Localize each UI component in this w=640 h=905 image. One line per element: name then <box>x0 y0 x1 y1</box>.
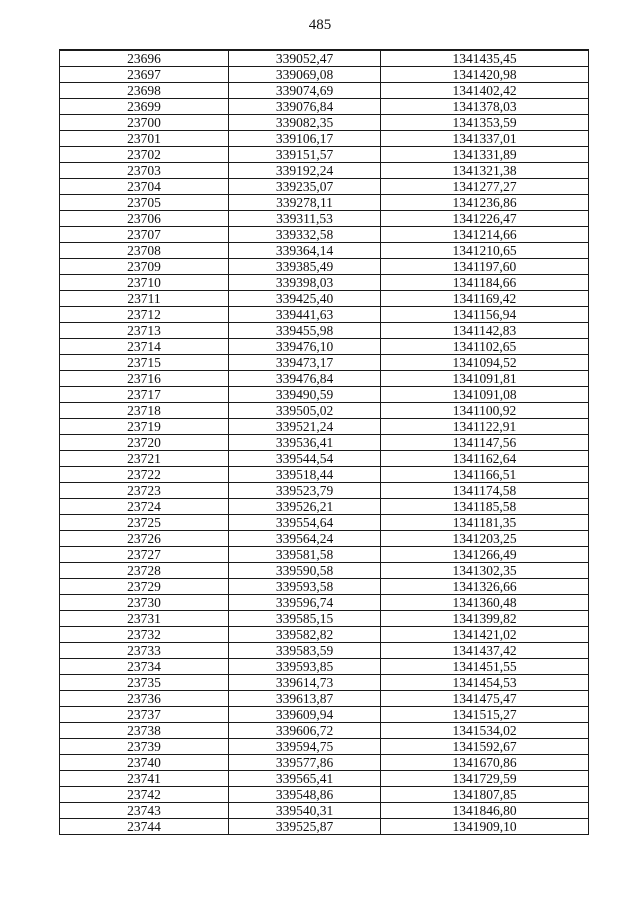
y-coordinate-cell: 1341181,35 <box>381 515 589 531</box>
y-coordinate-cell: 1341236,86 <box>381 195 589 211</box>
y-coordinate-cell: 1341214,66 <box>381 227 589 243</box>
table-row <box>60 291 589 307</box>
table-row <box>60 515 589 531</box>
table-row <box>60 435 589 451</box>
y-coordinate-cell: 1341321,38 <box>381 163 589 179</box>
table-row <box>60 755 589 771</box>
x-coordinate-cell: 339606,72 <box>229 723 381 739</box>
x-coordinate-cell: 339151,57 <box>229 147 381 163</box>
y-coordinate-cell: 1341203,25 <box>381 531 589 547</box>
table-row <box>60 531 589 547</box>
point-number-cell: 23716 <box>60 371 229 387</box>
point-number-cell: 23744 <box>60 819 229 835</box>
y-coordinate-cell: 1341102,65 <box>381 339 589 355</box>
table-row <box>60 211 589 227</box>
y-coordinate-cell: 1341326,66 <box>381 579 589 595</box>
y-coordinate-cell: 1341353,59 <box>381 115 589 131</box>
y-coordinate-cell: 1341670,86 <box>381 755 589 771</box>
y-coordinate-cell: 1341515,27 <box>381 707 589 723</box>
point-number-cell: 23720 <box>60 435 229 451</box>
x-coordinate-cell: 339082,35 <box>229 115 381 131</box>
point-number-cell: 23741 <box>60 771 229 787</box>
point-number-cell: 23702 <box>60 147 229 163</box>
y-coordinate-cell: 1341091,81 <box>381 371 589 387</box>
x-coordinate-cell: 339425,40 <box>229 291 381 307</box>
y-coordinate-cell: 1341266,49 <box>381 547 589 563</box>
point-number-cell: 23743 <box>60 803 229 819</box>
y-coordinate-cell: 1341729,59 <box>381 771 589 787</box>
y-coordinate-cell: 1341475,47 <box>381 691 589 707</box>
point-number-cell: 23722 <box>60 467 229 483</box>
x-coordinate-cell: 339544,54 <box>229 451 381 467</box>
y-coordinate-cell: 1341435,45 <box>381 50 589 67</box>
point-number-cell: 23713 <box>60 323 229 339</box>
point-number-cell: 23696 <box>60 50 229 67</box>
table-row <box>60 323 589 339</box>
table-row <box>60 659 589 675</box>
y-coordinate-cell: 1341169,42 <box>381 291 589 307</box>
point-number-cell: 23737 <box>60 707 229 723</box>
table-row <box>60 243 589 259</box>
y-coordinate-cell: 1341302,35 <box>381 563 589 579</box>
y-coordinate-cell: 1341147,56 <box>381 435 589 451</box>
y-coordinate-cell: 1341184,66 <box>381 275 589 291</box>
x-coordinate-cell: 339525,87 <box>229 819 381 835</box>
table-row <box>60 595 589 611</box>
y-coordinate-cell: 1341122,91 <box>381 419 589 435</box>
x-coordinate-cell: 339609,94 <box>229 707 381 723</box>
x-coordinate-cell: 339106,17 <box>229 131 381 147</box>
y-coordinate-cell: 1341909,10 <box>381 819 589 835</box>
table-row <box>60 627 589 643</box>
x-coordinate-cell: 339455,98 <box>229 323 381 339</box>
x-coordinate-cell: 339582,82 <box>229 627 381 643</box>
point-number-cell: 23734 <box>60 659 229 675</box>
x-coordinate-cell: 339052,47 <box>229 50 381 67</box>
point-number-cell: 23711 <box>60 291 229 307</box>
table-row <box>60 739 589 755</box>
table-row <box>60 339 589 355</box>
x-coordinate-cell: 339192,24 <box>229 163 381 179</box>
point-number-cell: 23710 <box>60 275 229 291</box>
page-number: 485 <box>308 17 332 33</box>
point-number-cell: 23727 <box>60 547 229 563</box>
table-row <box>60 115 589 131</box>
x-coordinate-cell: 339548,86 <box>229 787 381 803</box>
table-row <box>60 227 589 243</box>
table-row <box>60 147 589 163</box>
y-coordinate-cell: 1341277,27 <box>381 179 589 195</box>
point-number-cell: 23717 <box>60 387 229 403</box>
table-row <box>60 707 589 723</box>
table-row <box>60 179 589 195</box>
y-coordinate-cell: 1341094,52 <box>381 355 589 371</box>
table-row <box>60 83 589 99</box>
table-row <box>60 771 589 787</box>
x-coordinate-cell: 339585,15 <box>229 611 381 627</box>
table-row <box>60 387 589 403</box>
point-number-cell: 23719 <box>60 419 229 435</box>
y-coordinate-cell: 1341592,67 <box>381 739 589 755</box>
y-coordinate-cell: 1341210,65 <box>381 243 589 259</box>
table-row <box>60 547 589 563</box>
y-coordinate-cell: 1341534,02 <box>381 723 589 739</box>
point-number-cell: 23740 <box>60 755 229 771</box>
y-coordinate-cell: 1341378,03 <box>381 99 589 115</box>
y-coordinate-cell: 1341437,42 <box>381 643 589 659</box>
x-coordinate-cell: 339364,14 <box>229 243 381 259</box>
table-row <box>60 579 589 595</box>
table-row <box>60 131 589 147</box>
table-row <box>60 483 589 499</box>
table-row <box>60 419 589 435</box>
x-coordinate-cell: 339613,87 <box>229 691 381 707</box>
y-coordinate-cell: 1341846,80 <box>381 803 589 819</box>
point-number-cell: 23736 <box>60 691 229 707</box>
point-number-cell: 23707 <box>60 227 229 243</box>
y-coordinate-cell: 1341162,64 <box>381 451 589 467</box>
y-coordinate-cell: 1341331,89 <box>381 147 589 163</box>
y-coordinate-cell: 1341226,47 <box>381 211 589 227</box>
x-coordinate-cell: 339590,58 <box>229 563 381 579</box>
point-number-cell: 23725 <box>60 515 229 531</box>
x-coordinate-cell: 339564,24 <box>229 531 381 547</box>
x-coordinate-cell: 339596,74 <box>229 595 381 611</box>
x-coordinate-cell: 339526,21 <box>229 499 381 515</box>
x-coordinate-cell: 339398,03 <box>229 275 381 291</box>
point-number-cell: 23700 <box>60 115 229 131</box>
point-number-cell: 23705 <box>60 195 229 211</box>
x-coordinate-cell: 339074,69 <box>229 83 381 99</box>
point-number-cell: 23742 <box>60 787 229 803</box>
table-row <box>60 275 589 291</box>
x-coordinate-cell: 339554,64 <box>229 515 381 531</box>
point-number-cell: 23724 <box>60 499 229 515</box>
table-row <box>60 819 589 835</box>
y-coordinate-cell: 1341197,60 <box>381 259 589 275</box>
x-coordinate-cell: 339332,58 <box>229 227 381 243</box>
point-number-cell: 23735 <box>60 675 229 691</box>
x-coordinate-cell: 339069,08 <box>229 67 381 83</box>
x-coordinate-cell: 339536,41 <box>229 435 381 451</box>
point-number-cell: 23706 <box>60 211 229 227</box>
point-number-cell: 23699 <box>60 99 229 115</box>
x-coordinate-cell: 339523,79 <box>229 483 381 499</box>
table-row <box>60 163 589 179</box>
table-row <box>60 691 589 707</box>
point-number-cell: 23709 <box>60 259 229 275</box>
table-row <box>60 307 589 323</box>
point-number-cell: 23708 <box>60 243 229 259</box>
table-row <box>60 723 589 739</box>
y-coordinate-cell: 1341420,98 <box>381 67 589 83</box>
x-coordinate-cell: 339521,24 <box>229 419 381 435</box>
coordinates-table <box>59 49 589 835</box>
table-row <box>60 355 589 371</box>
x-coordinate-cell: 339473,17 <box>229 355 381 371</box>
table-row <box>60 643 589 659</box>
x-coordinate-cell: 339385,49 <box>229 259 381 275</box>
x-coordinate-cell: 339518,44 <box>229 467 381 483</box>
point-number-cell: 23733 <box>60 643 229 659</box>
point-number-cell: 23715 <box>60 355 229 371</box>
y-coordinate-cell: 1341091,08 <box>381 387 589 403</box>
y-coordinate-cell: 1341807,85 <box>381 787 589 803</box>
table-row <box>60 451 589 467</box>
x-coordinate-cell: 339505,02 <box>229 403 381 419</box>
table-row <box>60 467 589 483</box>
y-coordinate-cell: 1341142,83 <box>381 323 589 339</box>
x-coordinate-cell: 339614,73 <box>229 675 381 691</box>
y-coordinate-cell: 1341451,55 <box>381 659 589 675</box>
table-row <box>60 195 589 211</box>
x-coordinate-cell: 339577,86 <box>229 755 381 771</box>
point-number-cell: 23698 <box>60 83 229 99</box>
point-number-cell: 23731 <box>60 611 229 627</box>
x-coordinate-cell: 339441,63 <box>229 307 381 323</box>
y-coordinate-cell: 1341360,48 <box>381 595 589 611</box>
point-number-cell: 23701 <box>60 131 229 147</box>
y-coordinate-cell: 1341174,58 <box>381 483 589 499</box>
x-coordinate-cell: 339076,84 <box>229 99 381 115</box>
table-row <box>60 259 589 275</box>
point-number-cell: 23726 <box>60 531 229 547</box>
table-row <box>60 403 589 419</box>
point-number-cell: 23721 <box>60 451 229 467</box>
point-number-cell: 23730 <box>60 595 229 611</box>
y-coordinate-cell: 1341100,92 <box>381 403 589 419</box>
x-coordinate-cell: 339311,53 <box>229 211 381 227</box>
y-coordinate-cell: 1341421,02 <box>381 627 589 643</box>
x-coordinate-cell: 339278,11 <box>229 195 381 211</box>
y-coordinate-cell: 1341156,94 <box>381 307 589 323</box>
y-coordinate-cell: 1341166,51 <box>381 467 589 483</box>
y-coordinate-cell: 1341402,42 <box>381 83 589 99</box>
x-coordinate-cell: 339581,58 <box>229 547 381 563</box>
point-number-cell: 23728 <box>60 563 229 579</box>
point-number-cell: 23723 <box>60 483 229 499</box>
table-row <box>60 371 589 387</box>
point-number-cell: 23738 <box>60 723 229 739</box>
y-coordinate-cell: 1341454,53 <box>381 675 589 691</box>
table-row <box>60 803 589 819</box>
x-coordinate-cell: 339540,31 <box>229 803 381 819</box>
coordinates-table-body <box>60 50 589 835</box>
table-row <box>60 611 589 627</box>
x-coordinate-cell: 339490,59 <box>229 387 381 403</box>
table-row <box>60 563 589 579</box>
point-number-cell: 23712 <box>60 307 229 323</box>
point-number-cell: 23714 <box>60 339 229 355</box>
x-coordinate-cell: 339476,10 <box>229 339 381 355</box>
point-number-cell: 23718 <box>60 403 229 419</box>
table-row <box>60 787 589 803</box>
point-number-cell: 23703 <box>60 163 229 179</box>
y-coordinate-cell: 1341399,82 <box>381 611 589 627</box>
x-coordinate-cell: 339476,84 <box>229 371 381 387</box>
x-coordinate-cell: 339593,58 <box>229 579 381 595</box>
table-row <box>60 99 589 115</box>
x-coordinate-cell: 339593,85 <box>229 659 381 675</box>
point-number-cell: 23729 <box>60 579 229 595</box>
y-coordinate-cell: 1341337,01 <box>381 131 589 147</box>
point-number-cell: 23732 <box>60 627 229 643</box>
x-coordinate-cell: 339235,07 <box>229 179 381 195</box>
x-coordinate-cell: 339565,41 <box>229 771 381 787</box>
table-row <box>60 675 589 691</box>
table-row <box>60 50 589 67</box>
x-coordinate-cell: 339583,59 <box>229 643 381 659</box>
table-row <box>60 499 589 515</box>
table-row <box>60 67 589 83</box>
point-number-cell: 23704 <box>60 179 229 195</box>
point-number-cell: 23739 <box>60 739 229 755</box>
x-coordinate-cell: 339594,75 <box>229 739 381 755</box>
y-coordinate-cell: 1341185,58 <box>381 499 589 515</box>
point-number-cell: 23697 <box>60 67 229 83</box>
